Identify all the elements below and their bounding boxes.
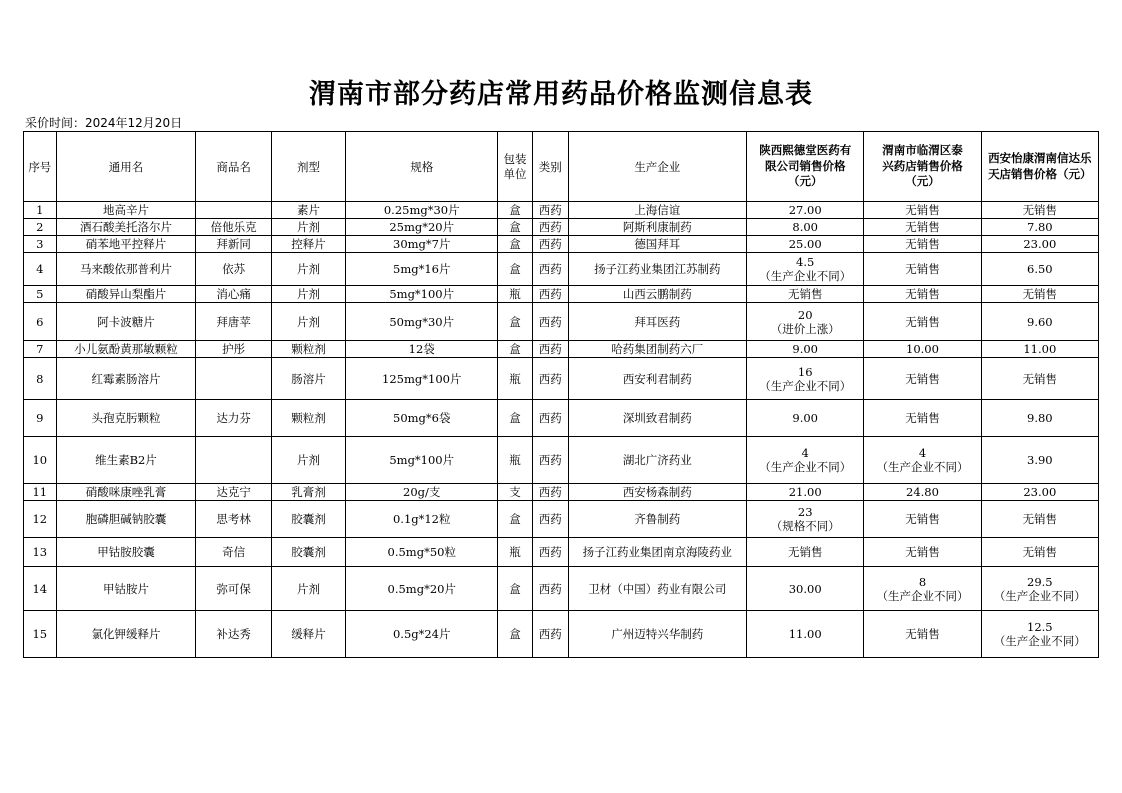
cell-category: 西药 <box>532 538 568 567</box>
cell-unit: 瓶 <box>498 358 533 400</box>
cell-store2-price <box>864 341 981 358</box>
price-value: 16 <box>797 364 813 379</box>
cell-store2-price <box>864 286 981 303</box>
price-value: 无销售 <box>1022 512 1058 526</box>
price-value: 无销售 <box>905 545 940 559</box>
price-value: 24.80 <box>906 485 939 499</box>
cell-seq: 11 <box>24 484 57 501</box>
cell-store1-price <box>747 567 864 611</box>
price-value: 无销售 <box>787 545 823 559</box>
price-value: 30.00 <box>788 581 822 596</box>
price-value: 无销售 <box>905 220 940 234</box>
cell-store2-price <box>864 484 981 501</box>
cell-store2-price <box>864 202 981 219</box>
cell-dosage-form: 胶囊剂 <box>271 501 345 538</box>
table-row <box>24 437 1099 484</box>
price-note: （生产企业不同） <box>876 460 969 474</box>
cell-seq: 6 <box>24 303 57 341</box>
cell-category: 西药 <box>532 202 568 219</box>
table-row <box>24 567 1099 611</box>
price-value: 6.50 <box>1027 262 1053 276</box>
cell-store2-price <box>864 358 981 400</box>
price-value: 12.5 <box>1027 620 1053 634</box>
price-value: 无销售 <box>905 411 940 425</box>
cell-manufacturer: 拜耳医药 <box>568 303 746 341</box>
cell-dosage-form: 片剂 <box>271 437 345 484</box>
cell-category: 西药 <box>532 253 568 286</box>
cell-manufacturer: 深圳致君制药 <box>568 400 746 437</box>
cell-seq: 2 <box>24 219 57 236</box>
cell-generic-name: 甲钴胺片 <box>56 567 196 611</box>
cell-dosage-form: 素片 <box>271 202 345 219</box>
cell-unit: 瓶 <box>498 286 533 303</box>
cell-store3-price <box>981 286 1098 303</box>
cell-store1-price <box>747 400 864 437</box>
price-value: 23.00 <box>1023 237 1057 251</box>
cell-store1-price <box>747 236 864 253</box>
cell-manufacturer: 哈药集团制药六厂 <box>568 341 746 358</box>
cell-unit: 盒 <box>498 303 533 341</box>
cell-unit: 瓶 <box>498 538 533 567</box>
cell-store2-price <box>864 611 981 658</box>
cell-store1-price <box>747 253 864 286</box>
price-value: 8.00 <box>792 220 818 234</box>
cell-spec: 5mg*100片 <box>346 286 498 303</box>
cell-category: 西药 <box>532 501 568 538</box>
cell-seq: 1 <box>24 202 57 219</box>
cell-spec: 5mg*16片 <box>346 253 498 286</box>
price-value: 无销售 <box>905 287 940 301</box>
cell-dosage-form: 片剂 <box>271 286 345 303</box>
cell-store1-price <box>747 437 864 484</box>
price-note: （生产企业不同） <box>876 588 969 603</box>
price-value: 3.90 <box>1027 453 1053 467</box>
cell-category: 西药 <box>532 358 568 400</box>
cell-unit: 瓶 <box>498 437 533 484</box>
cell-manufacturer: 广州迈特兴华制药 <box>568 611 746 658</box>
price-value: 无销售 <box>905 512 940 526</box>
cell-spec: 125mg*100片 <box>346 358 498 400</box>
cell-spec: 25mg*20片 <box>346 219 498 236</box>
cell-store3-price <box>981 611 1098 658</box>
table-row <box>24 611 1099 658</box>
header-dosage-form: 剂型 <box>271 132 345 202</box>
price-value: 无销售 <box>1022 203 1058 217</box>
cell-store2-price <box>864 236 981 253</box>
cell-category: 西药 <box>532 611 568 658</box>
cell-spec: 0.1g*12粒 <box>346 501 498 538</box>
cell-seq: 13 <box>24 538 57 567</box>
cell-seq: 3 <box>24 236 57 253</box>
table-row <box>24 253 1099 286</box>
cell-generic-name: 硝酸异山梨酯片 <box>56 286 196 303</box>
cell-spec: 0.5mg*50粒 <box>346 538 498 567</box>
cell-category: 西药 <box>532 286 568 303</box>
cell-trade-name: 消心痛 <box>196 286 271 303</box>
cell-generic-name: 胞磷胆碱钠胶囊 <box>56 501 196 538</box>
cell-seq: 9 <box>24 400 57 437</box>
price-value: 无销售 <box>905 203 940 217</box>
cell-trade-name <box>196 358 271 400</box>
cell-store3-price <box>981 538 1098 567</box>
cell-trade-name <box>196 202 271 219</box>
cell-unit: 盒 <box>498 253 533 286</box>
cell-manufacturer: 卫材（中国）药业有限公司 <box>568 567 746 611</box>
price-value: 7.80 <box>1027 220 1053 234</box>
header-store1-text: 陕西熙德堂医药有限公司销售价格（元） <box>759 143 852 189</box>
cell-trade-name: 护彤 <box>196 341 271 358</box>
cell-store1-price <box>747 286 864 303</box>
table-row <box>24 219 1099 236</box>
cell-generic-name: 马来酸依那普利片 <box>56 253 196 286</box>
price-value: 无销售 <box>1022 371 1058 386</box>
cell-store3-price <box>981 437 1098 484</box>
cell-store2-price <box>864 400 981 437</box>
price-value: 9.60 <box>1027 314 1053 329</box>
cell-unit: 盒 <box>498 400 533 437</box>
price-value: 25.00 <box>788 237 822 251</box>
cell-generic-name: 硝苯地平控释片 <box>56 236 196 253</box>
cell-store2-price <box>864 219 981 236</box>
cell-unit: 盒 <box>498 202 533 219</box>
price-value: 无销售 <box>905 262 940 276</box>
price-note: （生产企业不同） <box>759 460 852 474</box>
cell-store3-price <box>981 236 1098 253</box>
cell-manufacturer: 齐鲁制药 <box>568 501 746 538</box>
price-note: （生产企业不同） <box>759 269 852 283</box>
cell-dosage-form: 肠溶片 <box>271 358 345 400</box>
cell-manufacturer: 山西云鹏制药 <box>568 286 746 303</box>
price-value: 9.00 <box>792 342 818 356</box>
price-note: （生产企业不同） <box>993 634 1086 648</box>
header-store2 <box>864 132 981 202</box>
cell-store2-price <box>864 437 981 484</box>
header-manufacturer: 生产企业 <box>568 132 746 202</box>
cell-seq: 14 <box>24 567 57 611</box>
cell-category: 西药 <box>532 484 568 501</box>
price-note: （规格不同） <box>770 519 840 533</box>
cell-seq: 12 <box>24 501 57 538</box>
cell-generic-name: 小儿氨酚黄那敏颗粒 <box>56 341 196 358</box>
cell-dosage-form: 片剂 <box>271 219 345 236</box>
cell-spec: 50mg*30片 <box>346 303 498 341</box>
cell-store2-price <box>864 501 981 538</box>
price-value: 无销售 <box>1022 287 1058 301</box>
table-row <box>24 538 1099 567</box>
cell-category: 西药 <box>532 567 568 611</box>
price-value: 无销售 <box>905 314 940 329</box>
cell-spec: 0.5g*24片 <box>346 611 498 658</box>
cell-trade-name: 思考林 <box>196 501 271 538</box>
cell-trade-name: 达力芬 <box>196 400 271 437</box>
cell-manufacturer: 西安利君制药 <box>568 358 746 400</box>
cell-category: 西药 <box>532 219 568 236</box>
price-value: 无销售 <box>1022 545 1058 559</box>
cell-trade-name: 拜新同 <box>196 236 271 253</box>
cell-store1-price <box>747 303 864 341</box>
price-value: 11.00 <box>1023 342 1057 356</box>
cell-manufacturer: 扬子江药业集团江苏制药 <box>568 253 746 286</box>
cell-generic-name: 甲钴胺胶囊 <box>56 538 196 567</box>
cell-dosage-form: 胶囊剂 <box>271 538 345 567</box>
cell-unit: 盒 <box>498 236 533 253</box>
cell-spec: 30mg*7片 <box>346 236 498 253</box>
price-value: 23.00 <box>1023 485 1057 499</box>
cell-spec: 12袋 <box>346 341 498 358</box>
cell-trade-name: 依苏 <box>196 253 271 286</box>
cell-unit: 盒 <box>498 501 533 538</box>
cell-manufacturer: 扬子江药业集团南京海陵药业 <box>568 538 746 567</box>
header-unit-text: 包装单位 <box>503 151 527 181</box>
price-value: 4 <box>918 446 927 460</box>
cell-store1-price <box>747 341 864 358</box>
cell-dosage-form: 颗粒剂 <box>271 341 345 358</box>
cell-store1-price <box>747 611 864 658</box>
price-note: （生产企业不同） <box>759 378 852 393</box>
cell-category: 西药 <box>532 437 568 484</box>
header-generic-name: 通用名 <box>56 132 196 202</box>
price-value: 无销售 <box>787 287 823 301</box>
cell-unit: 盒 <box>498 341 533 358</box>
table-row <box>24 501 1099 538</box>
cell-generic-name: 地高辛片 <box>56 202 196 219</box>
cell-dosage-form: 片剂 <box>271 303 345 341</box>
cell-trade-name: 补达秀 <box>196 611 271 658</box>
cell-store3-price <box>981 484 1098 501</box>
cell-spec: 50mg*6袋 <box>346 400 498 437</box>
header-trade-name: 商品名 <box>196 132 271 202</box>
cell-trade-name: 拜唐苹 <box>196 303 271 341</box>
cell-trade-name <box>196 437 271 484</box>
cell-generic-name: 阿卡波糖片 <box>56 303 196 341</box>
cell-store3-price <box>981 202 1098 219</box>
price-value: 4.5 <box>796 255 815 269</box>
price-note: （生产企业不同） <box>993 588 1086 603</box>
price-value: 9.00 <box>792 411 818 425</box>
header-row <box>24 132 1099 202</box>
price-value: 29.5 <box>1027 574 1053 589</box>
cell-seq: 7 <box>24 341 57 358</box>
cell-manufacturer: 西安杨森制药 <box>568 484 746 501</box>
cell-generic-name: 硝酸咪康唑乳膏 <box>56 484 196 501</box>
cell-spec: 20g/支 <box>346 484 498 501</box>
cell-seq: 4 <box>24 253 57 286</box>
cell-category: 西药 <box>532 400 568 437</box>
table-row <box>24 236 1099 253</box>
cell-generic-name: 红霉素肠溶片 <box>56 358 196 400</box>
price-value: 10.00 <box>906 342 939 356</box>
price-value: 无销售 <box>905 237 940 251</box>
cell-store3-price <box>981 400 1098 437</box>
cell-store2-price <box>864 538 981 567</box>
cell-store1-price <box>747 202 864 219</box>
cell-manufacturer: 上海信谊 <box>568 202 746 219</box>
cell-dosage-form: 片剂 <box>271 567 345 611</box>
price-value: 23 <box>797 505 813 519</box>
header-store3 <box>981 132 1098 202</box>
table-row <box>24 484 1099 501</box>
cell-store3-price <box>981 303 1098 341</box>
cell-trade-name: 奇信 <box>196 538 271 567</box>
price-note: （进价上涨） <box>770 321 840 336</box>
cell-generic-name: 酒石酸美托洛尔片 <box>56 219 196 236</box>
cell-store1-price <box>747 501 864 538</box>
table-row <box>24 358 1099 400</box>
header-store1 <box>747 132 864 202</box>
header-category: 类别 <box>532 132 568 202</box>
cell-store3-price <box>981 253 1098 286</box>
cell-store1-price <box>747 219 864 236</box>
cell-unit: 盒 <box>498 611 533 658</box>
cell-store2-price <box>864 567 981 611</box>
cell-store3-price <box>981 501 1098 538</box>
cell-spec: 0.5mg*20片 <box>346 567 498 611</box>
cell-seq: 8 <box>24 358 57 400</box>
cell-store1-price <box>747 484 864 501</box>
cell-dosage-form: 片剂 <box>271 253 345 286</box>
cell-seq: 10 <box>24 437 57 484</box>
header-unit <box>498 132 533 202</box>
cell-manufacturer: 阿斯利康制药 <box>568 219 746 236</box>
cell-store2-price <box>864 303 981 341</box>
cell-store1-price <box>747 538 864 567</box>
table-row <box>24 286 1099 303</box>
cell-dosage-form: 控释片 <box>271 236 345 253</box>
price-value: 4 <box>801 446 809 460</box>
price-value: 21.00 <box>788 485 822 499</box>
page-title: 渭南市部分药店常用药品价格监测信息表 <box>309 79 813 110</box>
cell-dosage-form: 乳膏剂 <box>271 484 345 501</box>
cell-unit: 盒 <box>498 219 533 236</box>
cell-unit: 支 <box>498 484 533 501</box>
cell-store1-price <box>747 358 864 400</box>
cell-category: 西药 <box>532 236 568 253</box>
header-store3-text: 西安怡康渭南信达乐天店销售价格（元） <box>988 151 1092 181</box>
cell-spec: 0.25mg*30片 <box>346 202 498 219</box>
cell-trade-name: 达克宁 <box>196 484 271 501</box>
price-value: 8 <box>918 574 927 589</box>
cell-manufacturer: 德国拜耳 <box>568 236 746 253</box>
price-value: 9.80 <box>1027 411 1053 425</box>
cell-dosage-form: 缓释片 <box>271 611 345 658</box>
price-table <box>23 131 1099 658</box>
cell-generic-name: 头孢克肟颗粒 <box>56 400 196 437</box>
cell-seq: 15 <box>24 611 57 658</box>
survey-date: 采价时间：2024年12月20日 <box>25 116 183 130</box>
price-value: 无销售 <box>905 371 940 386</box>
header-spec: 规格 <box>346 132 498 202</box>
table-row <box>24 303 1099 341</box>
header-seq: 序号 <box>24 132 57 202</box>
price-value: 11.00 <box>788 627 822 641</box>
header-store2-text: 渭南市临渭区泰兴药店销售价格（元） <box>882 143 963 189</box>
cell-store3-price <box>981 219 1098 236</box>
cell-dosage-form: 颗粒剂 <box>271 400 345 437</box>
cell-category: 西药 <box>532 341 568 358</box>
cell-manufacturer: 湖北广济药业 <box>568 437 746 484</box>
cell-trade-name: 弥可保 <box>196 567 271 611</box>
cell-spec: 5mg*100片 <box>346 437 498 484</box>
cell-category: 西药 <box>532 303 568 341</box>
table-row <box>24 341 1099 358</box>
table-row <box>24 202 1099 219</box>
table-row <box>24 400 1099 437</box>
cell-store3-price <box>981 341 1098 358</box>
cell-store3-price <box>981 358 1098 400</box>
cell-generic-name: 氯化钾缓释片 <box>56 611 196 658</box>
price-value: 27.00 <box>788 203 822 217</box>
cell-store3-price <box>981 567 1098 611</box>
cell-trade-name: 倍他乐克 <box>196 219 271 236</box>
cell-store2-price <box>864 253 981 286</box>
price-value: 无销售 <box>905 627 940 641</box>
cell-seq: 5 <box>24 286 57 303</box>
cell-generic-name: 维生素B2片 <box>56 437 196 484</box>
price-value: 20 <box>797 307 813 322</box>
cell-unit: 盒 <box>498 567 533 611</box>
